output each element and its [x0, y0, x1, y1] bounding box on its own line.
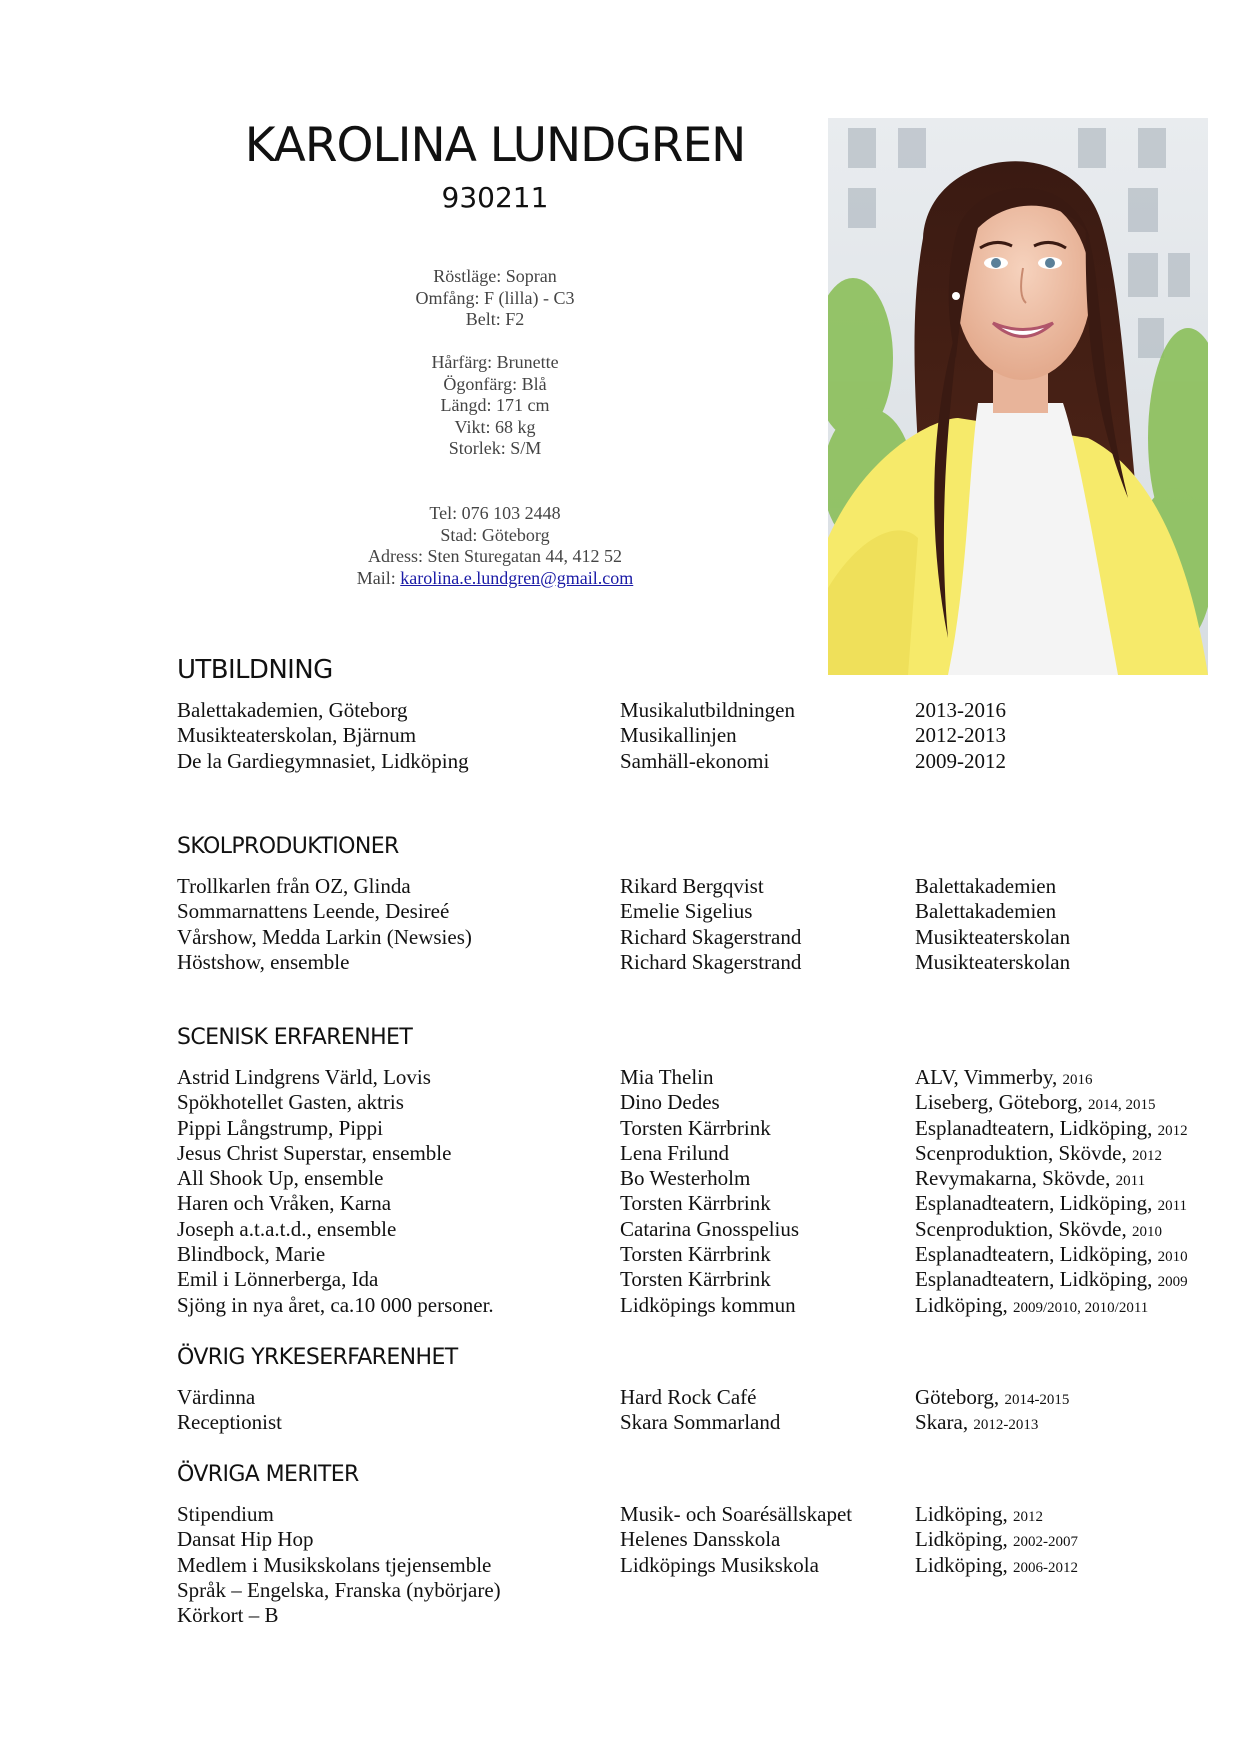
venue-year: 2016: [1062, 1072, 1093, 1088]
years: 2012-2013: [915, 723, 1006, 748]
venue-year: 2011: [1157, 1198, 1188, 1215]
venue-year: 2010: [1157, 1249, 1188, 1266]
director: Lidköpings kommun: [620, 1292, 796, 1317]
school: Balettakademien, Göteborg: [177, 698, 408, 722]
venue: Musikteaterskolan: [915, 924, 1071, 949]
section-heading-other-work: ÖVRIG YRKESERFARENHET: [177, 1345, 458, 1370]
organization: Helenes Dansskola: [620, 1527, 781, 1552]
merit: Medlem i Musikskolans tjejensemble: [177, 1552, 492, 1577]
section-heading-stage-experience: SCENISK ERFARENHET: [177, 1025, 413, 1050]
page-title: KAROLINA LUNDGREN: [244, 118, 746, 173]
birthdate: 930211: [441, 181, 549, 214]
contact-info: [170, 503, 820, 589]
director: Lena Frilund: [620, 1140, 730, 1165]
merit: Språk – Engelska, Franska (nybörjare): [177, 1577, 501, 1602]
size: Storlek: S/M: [448, 438, 542, 458]
program: Musikallinjen: [620, 723, 737, 748]
address: Adress: Sten Sturegatan 44, 412 52: [368, 546, 622, 566]
merit: Körkort – B: [177, 1603, 279, 1628]
venue-year: 2012: [1131, 1147, 1162, 1164]
venue-year: 2009/2010, 2010/2011: [1013, 1299, 1149, 1316]
voice-belt: Belt: F2: [465, 309, 525, 329]
production: Astrid Lindgrens Värld, Lovis: [177, 1065, 431, 1089]
organization: Lidköpings Musikskola: [620, 1552, 819, 1577]
appearance-info: [170, 352, 820, 460]
years: 2013-2016: [915, 698, 1006, 722]
venue-name: Esplanadteatern, Lidköping,: [915, 1191, 1158, 1216]
production: Vårshow, Medda Larkin (Newsies): [177, 924, 472, 949]
employer: Skara Sommarland: [620, 1410, 781, 1435]
director: Mia Thelin: [620, 1065, 714, 1089]
program: Samhäll-ekonomi: [620, 748, 770, 773]
venue: Musikteaterskolan: [915, 949, 1071, 974]
venue-name: Scenproduktion, Skövde,: [915, 1216, 1132, 1241]
location-years: 2002-2007: [1013, 1534, 1078, 1551]
production: Joseph a.t.a.t.d., ensemble: [177, 1216, 397, 1241]
employer: Hard Rock Café: [620, 1385, 757, 1409]
portrait-illustration: [828, 118, 1208, 675]
director: Emelie Sigelius: [620, 899, 753, 924]
production: Höstshow, ensemble: [177, 949, 350, 974]
venue-year: 2011: [1115, 1173, 1146, 1190]
location-name: Lidköping,: [915, 1502, 1013, 1526]
location-years: 2006-2012: [1013, 1559, 1078, 1576]
venue-name: Esplanadteatern, Lidköping,: [915, 1115, 1158, 1140]
venue-name: Revymakarna, Skövde,: [915, 1166, 1116, 1191]
venue-name: Esplanadteatern, Lidköping,: [915, 1242, 1158, 1267]
location: [915, 1553, 1078, 1581]
venue: Balettakademien: [915, 874, 1057, 898]
location-name: Skara,: [915, 1410, 974, 1435]
organization: Musik- och Soarésällskapet: [620, 1502, 853, 1526]
section-heading-school-productions: SKOLPRODUKTIONER: [177, 834, 399, 859]
venue: [915, 1191, 1187, 1219]
production: Blindbock, Marie: [177, 1242, 326, 1267]
production: Sommarnattens Leende, Desireé: [177, 899, 450, 924]
venue-year: 2012: [1157, 1122, 1188, 1139]
production: Haren och Vråken, Karna: [177, 1191, 392, 1216]
location: [915, 1410, 1038, 1438]
city: Stad: Göteborg: [440, 524, 550, 545]
director: Bo Westerholm: [620, 1166, 751, 1191]
venue-name: Liseberg, Göteborg,: [915, 1090, 1089, 1115]
production: All Shook Up, ensemble: [177, 1166, 384, 1191]
school: Musikteaterskolan, Bjärnum: [177, 723, 417, 748]
phone: Tel: 076 103 2448: [429, 503, 561, 523]
venue-year: 2009: [1157, 1274, 1188, 1291]
production: Sjöng in nya året, ca.10 000 personer.: [177, 1292, 494, 1317]
production: Jesus Christ Superstar, ensemble: [177, 1140, 452, 1165]
voice-range: Omfång: F (lilla) - C3: [415, 287, 575, 308]
director: Torsten Kärrbrink: [620, 1191, 771, 1216]
production: Trollkarlen från OZ, Glinda: [177, 874, 411, 898]
director: Richard Skagerstrand: [620, 949, 802, 974]
venue: [915, 1217, 1162, 1245]
venue-year: 2014, 2015: [1088, 1097, 1156, 1114]
email-line: [170, 568, 820, 590]
venue: Balettakademien: [915, 899, 1057, 924]
location-years: 2014-2015: [1004, 1392, 1070, 1408]
director: Torsten Kärrbrink: [620, 1267, 771, 1292]
venue: [915, 1242, 1188, 1270]
location-name: Lidköping,: [915, 1527, 1013, 1552]
production: Emil i Lönnerberga, Ida: [177, 1267, 379, 1292]
merit: Stipendium: [177, 1502, 274, 1526]
profile-photo: [828, 118, 1208, 675]
director: Rikard Bergqvist: [620, 874, 764, 898]
director: Dino Dedes: [620, 1090, 720, 1115]
venue: [915, 1141, 1162, 1169]
director: Catarina Gnosspelius: [620, 1216, 800, 1241]
merit: Dansat Hip Hop: [177, 1527, 314, 1552]
venue: [915, 1293, 1148, 1321]
venue-name: ALV, Vimmerby,: [915, 1065, 1063, 1089]
production: Spökhotellet Gasten, aktris: [177, 1090, 404, 1115]
height: Längd: 171 cm: [440, 395, 550, 415]
role: Värdinna: [177, 1385, 256, 1409]
section-heading-other-merits: ÖVRIGA MERITER: [177, 1462, 359, 1487]
years: 2009-2012: [915, 748, 1006, 773]
director: Torsten Kärrbrink: [620, 1115, 771, 1140]
venue-name: Lidköping,: [915, 1292, 1013, 1317]
production: Pippi Långstrump, Pippi: [177, 1115, 383, 1140]
location-name: Göteborg,: [915, 1385, 1005, 1409]
venue: [915, 1090, 1156, 1118]
section-heading-education: UTBILDNING: [177, 655, 333, 685]
role: Receptionist: [177, 1410, 282, 1435]
venue-name: Esplanadteatern, Lidköping,: [915, 1267, 1158, 1292]
school: De la Gardiegymnasiet, Lidköping: [177, 748, 469, 773]
voice-type: Röstläge: Sopran: [433, 266, 557, 286]
location-years: 2012-2013: [973, 1417, 1039, 1434]
location-years: 2012: [1013, 1509, 1043, 1525]
director: Torsten Kärrbrink: [620, 1242, 771, 1267]
venue: [915, 1166, 1145, 1194]
location: [915, 1385, 1069, 1413]
email-label: Mail:: [356, 567, 401, 588]
venue-year: 2010: [1131, 1223, 1162, 1240]
hair-color: Hårfärg: Brunette: [431, 352, 559, 372]
weight: Vikt: 68 kg: [454, 416, 536, 437]
venue: [915, 1116, 1188, 1144]
venue: [915, 1065, 1093, 1093]
email-link[interactable]: karolina.e.lundgren@gmail.com: [400, 567, 634, 588]
voice-info: [170, 266, 820, 331]
location: [915, 1527, 1078, 1555]
location-name: Lidköping,: [915, 1552, 1013, 1577]
location: [915, 1502, 1043, 1530]
program: Musikalutbildningen: [620, 698, 795, 722]
venue: [915, 1267, 1188, 1295]
director: Richard Skagerstrand: [620, 924, 802, 949]
eye-color: Ögonfärg: Blå: [443, 373, 547, 394]
venue-name: Scenproduktion, Skövde,: [915, 1140, 1132, 1165]
